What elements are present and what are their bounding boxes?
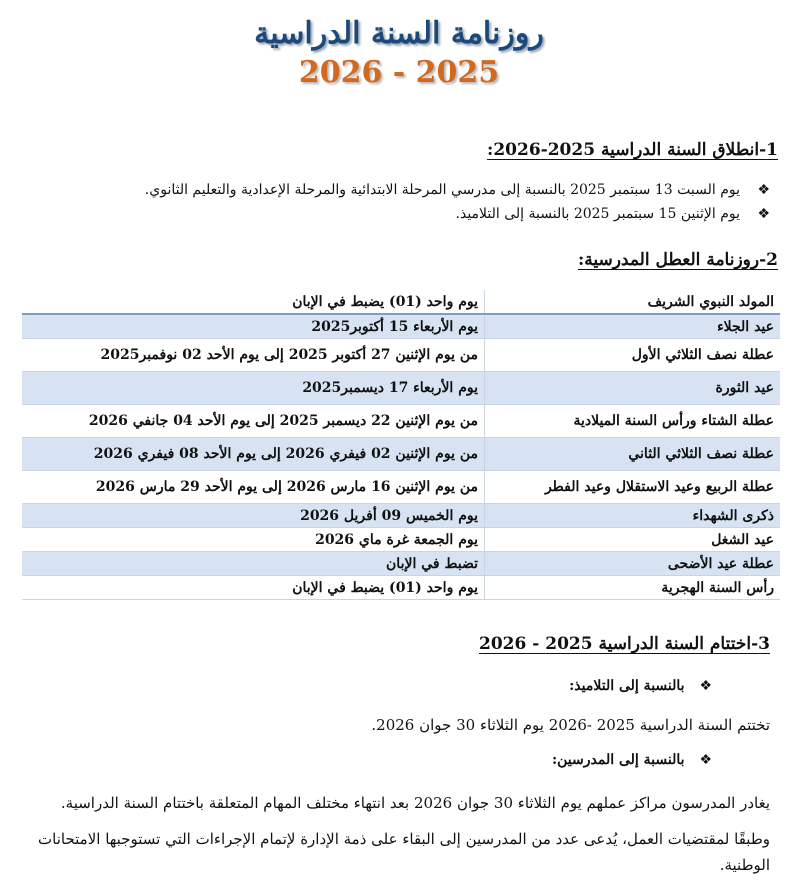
holiday-name: عيد الجلاء <box>485 314 781 339</box>
table-row <box>22 314 780 339</box>
teachers-label: ❖ بالنسبة إلى المدرسين: <box>551 752 712 768</box>
table-row <box>22 405 780 438</box>
holidays-table <box>22 290 780 600</box>
table-row <box>22 471 780 504</box>
holiday-date: يوم واحد (01) يضبط في الإبان <box>22 576 485 600</box>
teachers-paragraph-1: يغادر المدرسون مراكز عملهم يوم الثلاثاء 30 جوان 2026 بعد انتهاء مختلف المهام المتعلقة باختتام السنة الدراسية. <box>60 794 770 812</box>
holiday-name: عطلة نصف الثلاثي الأول <box>485 339 781 372</box>
section-3-heading: 3-اختتام السنة الدراسية 2025 - 2026 <box>479 634 770 654</box>
section-1-heading: 1-انطلاق السنة الدراسية 2025-2026: <box>487 140 778 160</box>
table-row <box>22 290 780 314</box>
table-row <box>22 576 780 600</box>
holiday-date: من يوم الإثنين 16 مارس 2026 إلى يوم الأحد 29 مارس 2026 <box>22 471 485 504</box>
section-2-heading: 2-روزنامة العطل المدرسية: <box>577 250 778 270</box>
holiday-date: من يوم الإثنين 27 أكتوبر 2025 إلى يوم الأحد 02 نوفمبر2025 <box>22 339 485 372</box>
start-dates-list <box>30 178 770 226</box>
students-label: ❖ بالنسبة إلى التلاميذ: <box>569 678 712 694</box>
diamond-icon: ❖ <box>757 182 770 198</box>
list-item: ❖ يوم السبت 13 سبتمبر 2025 بالنسبة إلى مدرسي المرحلة الابتدائية والمرحلة الإعدادية والتعليم الثانوي. <box>30 178 770 202</box>
table-row <box>22 372 780 405</box>
holiday-date: من يوم الإثنين 02 فيفري 2026 إلى يوم الأحد 08 فيفري 2026 <box>22 438 485 471</box>
table-row <box>22 339 780 372</box>
teachers-paragraph-2: وطبقًا لمقتضيات العمل، يُدعى عدد من المدرسين إلى البقاء على ذمة الإدارة لإتمام الإجراءات التي تستوجبها الامتحانات الوطنية. <box>38 830 770 874</box>
table-row <box>22 552 780 576</box>
holiday-date: يوم الأربعاء 15 أكتوبر2025 <box>22 314 485 339</box>
holiday-name: عطلة نصف الثلاثي الثاني <box>485 438 781 471</box>
table-row <box>22 504 780 528</box>
holiday-name: عطلة الشتاء ورأس السنة الميلادية <box>485 405 781 438</box>
holiday-name: ذكرى الشهداء <box>485 504 781 528</box>
table-row <box>22 528 780 552</box>
holiday-date: من يوم الإثنين 22 ديسمبر 2025 إلى يوم الأحد 04 جانفي 2026 <box>22 405 485 438</box>
holiday-name: عيد الشغل <box>485 528 781 552</box>
holiday-name: المولد النبوي الشريف <box>485 290 781 314</box>
holiday-date: يوم الجمعة غرة ماي 2026 <box>22 528 485 552</box>
holiday-date: تضبط في الإبان <box>22 552 485 576</box>
page-title: روزنامة السنة الدراسية <box>254 16 544 51</box>
table-row <box>22 438 780 471</box>
holiday-date: يوم الخميس 09 أفريل 2026 <box>22 504 485 528</box>
holiday-date: يوم واحد (01) يضبط في الإبان <box>22 290 485 314</box>
holiday-name: رأس السنة الهجرية <box>485 576 781 600</box>
holiday-date: يوم الأربعاء 17 ديسمبر2025 <box>22 372 485 405</box>
list-item: ❖ يوم الإثنين 15 سبتمبر 2025 بالنسبة إلى التلاميذ. <box>30 202 770 226</box>
diamond-icon: ❖ <box>757 206 770 222</box>
holiday-name: عطلة عيد الأضحى <box>485 552 781 576</box>
students-paragraph: تختتم السنة الدراسية 2025 -2026 يوم الثلاثاء 30 جوان 2026. <box>371 716 770 734</box>
diamond-icon: ❖ <box>699 752 712 768</box>
holiday-name: عطلة الربيع وعيد الاستقلال وعيد الفطر <box>485 471 781 504</box>
diamond-icon: ❖ <box>699 678 712 694</box>
school-year: 2026 - 2025 <box>298 55 500 90</box>
holiday-name: عيد الثورة <box>485 372 781 405</box>
